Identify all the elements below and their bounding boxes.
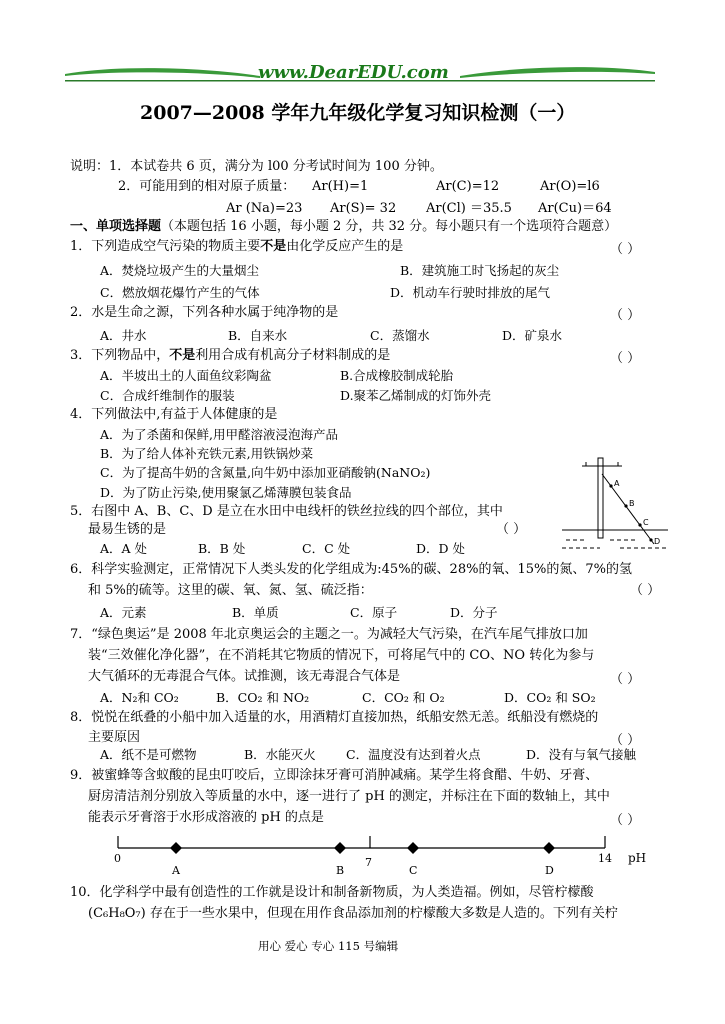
- q2-option-a[interactable]: A．井水: [100, 328, 147, 343]
- mass-na: Ar (Na)=23: [226, 201, 303, 216]
- q4-stem: 4．下列做法中,有益于人体健康的是: [70, 407, 278, 422]
- ph-label-a: A: [172, 864, 180, 877]
- q3-option-c[interactable]: C．合成纤维制作的服装: [100, 388, 235, 403]
- q6-stem-1: 6．科学实验测定，正常情况下人类头发的化学组成为:45%的碳、28%的氧、15%的氮、7%的氢: [70, 562, 632, 577]
- fig-label-a: A: [614, 479, 620, 488]
- ph-label-b: B: [336, 864, 345, 877]
- q5-option-c[interactable]: C．C 处: [302, 541, 351, 556]
- q6-option-b[interactable]: B．单质: [232, 605, 279, 620]
- mass-o: Ar(O)=l6: [540, 179, 600, 194]
- q8-stem-2: 主要原因: [88, 730, 141, 745]
- q8-option-b[interactable]: B．水能灭火: [244, 747, 316, 762]
- page-title: 2007—2008 学年九年级化学复习知识检测（一）: [140, 102, 576, 124]
- mass-h: Ar(H)=1: [312, 179, 369, 194]
- q7-stem-1: 7．“绿色奥运”是 2008 年北京奥运会的主题之一。为减轻大气污染，在汽车尾气排放口加: [70, 627, 588, 642]
- q8-option-d[interactable]: D．没有与氧气接触: [526, 747, 637, 762]
- fig-label-d: D: [654, 537, 661, 546]
- q5-stem-1: 5．右图中 A、B、C、D 是立在水田中电线杆的铁丝拉线的四个部位，其中: [70, 504, 503, 519]
- note-line-2: 2．可能用到的相对原子质量：: [118, 179, 296, 194]
- q3-stem: 3．下列物品中，不是利用合成有机高分子材料制成的是: [70, 348, 391, 363]
- q3-option-a[interactable]: A．半坡出土的人面鱼纹彩陶盆: [100, 368, 272, 383]
- q1-option-c[interactable]: C．燃放烟花爆竹产生的气体: [100, 285, 260, 300]
- ph-label-d: D: [545, 864, 554, 877]
- q2-stem: 2．水是生命之源，下列各种水属于纯净物的是: [70, 305, 339, 320]
- q6-option-d[interactable]: D．分子: [450, 605, 498, 620]
- mass-cu: Ar(Cu)＝64: [538, 201, 612, 216]
- q1-stem: 1．下列造成空气污染的物质主要不是由化学反应产生的是: [70, 239, 404, 254]
- q5-option-b[interactable]: B．B 处: [198, 541, 246, 556]
- q3-answer-blank[interactable]: （ ）: [610, 351, 641, 366]
- q5-figure: [560, 452, 670, 558]
- q1-answer-blank[interactable]: （ ）: [610, 242, 641, 257]
- q3-option-b[interactable]: B.合成橡胶制成轮胎: [340, 368, 454, 383]
- q9-stem-3: 能表示牙膏溶于水形成溶液的 pH 的点是: [88, 810, 324, 825]
- q9-stem-2: 厨房清洁剂分别放入等质量的水中，逐一进行了 pH 的测定，并标注在下面的数轴上，其中: [88, 789, 610, 804]
- section-heading: [70, 218, 617, 236]
- ph-label-c: C: [409, 864, 418, 877]
- ph-axis: [100, 828, 660, 880]
- q7-option-d[interactable]: D．CO₂ 和 SO₂: [504, 690, 596, 705]
- utility-pole-diagram: [560, 452, 670, 558]
- q1-option-b[interactable]: B．建筑施工时飞扬起的灰尘: [400, 263, 560, 278]
- q5-stem-2: 最易生锈的是: [88, 522, 167, 537]
- q7-option-b[interactable]: B．CO₂ 和 NO₂: [216, 690, 310, 705]
- mass-cl: Ar(Cl) ＝35.5: [426, 201, 512, 216]
- section-title: 一、单项选择题: [70, 219, 162, 234]
- page-footer: 用心 爱心 专心 115 号编辑: [258, 939, 399, 953]
- q7-answer-blank[interactable]: （ ）: [610, 672, 641, 687]
- section-desc: （本题包括 16 小题，每小题 2 分，共 32 分。每小题只有一个选项符合题意）: [161, 219, 618, 234]
- q8-option-a[interactable]: A．纸不是可燃物: [100, 747, 197, 762]
- q6-answer-blank[interactable]: （ ）: [630, 583, 661, 598]
- q4-option-b[interactable]: B．为了给人体补充铁元素,用铁锅炒菜: [100, 446, 314, 461]
- q9-answer-blank[interactable]: （ ）: [610, 813, 641, 828]
- mass-s: Ar(S)= 32: [330, 201, 397, 216]
- q6-option-c[interactable]: C．原子: [350, 605, 398, 620]
- q6-stem-2: 和 5%的硫等。这里的碳、氧、氮、氢、硫泛指：: [88, 583, 373, 598]
- ph-point-b: [334, 842, 346, 854]
- site-logo: www.DearEDU.com: [258, 62, 449, 83]
- q7-stem-3: 大气循环的无毒混合气体。试推测，该无毒混合气体是: [88, 669, 401, 684]
- q2-answer-blank[interactable]: （ ）: [610, 308, 641, 323]
- fig-label-c: C: [643, 518, 649, 527]
- ph-tick-0: 0: [114, 852, 121, 865]
- ph-unit: pH: [628, 851, 647, 865]
- q8-answer-blank[interactable]: （ ）: [610, 733, 641, 748]
- ph-tick-14: 14: [598, 852, 612, 865]
- ph-point-a: [170, 842, 182, 854]
- q7-option-a[interactable]: A．N₂和 CO₂: [100, 690, 179, 705]
- q5-option-d[interactable]: D．D 处: [416, 541, 466, 556]
- fig-label-b: B: [629, 499, 635, 508]
- ph-tick-7: 7: [365, 856, 372, 869]
- ph-point-c: [407, 842, 419, 854]
- q1-option-d[interactable]: D．机动车行驶时排放的尾气: [390, 285, 551, 300]
- q7-option-c[interactable]: C．CO₂ 和 O₂: [362, 690, 445, 705]
- q8-stem-1: 8．悦悦在纸叠的小船中加入适量的水，用酒精灯直接加热，纸船安然无恙。纸船没有燃烧的: [70, 710, 599, 725]
- q1-option-a[interactable]: A．焚烧垃圾产生的大量烟尘: [100, 263, 260, 278]
- q2-option-c[interactable]: C．蒸馏水: [370, 328, 430, 343]
- q6-option-a[interactable]: A．元素: [100, 605, 147, 620]
- mass-c: Ar(C)=12: [436, 179, 500, 194]
- q8-option-c[interactable]: C．温度没有达到着火点: [346, 747, 481, 762]
- q4-option-c[interactable]: C．为了提高牛奶的含氮量,向牛奶中添加亚硝酸钠(NaNO₂): [100, 465, 431, 480]
- q2-option-b[interactable]: B．自来水: [228, 328, 288, 343]
- q9-stem-1: 9．被蜜蜂等含蚁酸的昆虫叮咬后，立即涂抹牙膏可消肿减痛。某学生将食醋、牛奶、牙膏、: [70, 768, 599, 783]
- note-line-1: 说明：1．本试卷共 6 页，满分为 l00 分考试时间为 100 分钟。: [70, 159, 443, 174]
- q3-option-d[interactable]: D.聚苯乙烯制成的灯饰外壳: [340, 388, 492, 403]
- q7-stem-2: 装“三效催化净化器”，在不消耗其它物质的情况下，可将尾气中的 CO、NO 转化为参与: [88, 648, 595, 663]
- q10-stem-1: 10．化学科学中最有创造性的工作就是设计和制备新物质，为人类造福。例如，尽管柠檬酸: [70, 885, 594, 900]
- q5-option-a[interactable]: A．A 处: [100, 541, 148, 556]
- q2-option-d[interactable]: D．矿泉水: [502, 328, 563, 343]
- q4-option-d[interactable]: D．为了防止污染,使用聚氯乙烯薄膜包装食品: [100, 485, 352, 500]
- q10-stem-2: (C₆H₈O₇) 存在于一些水果中，但现在用作食品添加剂的柠檬酸大多数是人造的。下列有关柠: [88, 906, 618, 921]
- ph-point-d: [543, 842, 555, 854]
- q5-answer-blank[interactable]: （ ）: [496, 522, 527, 537]
- ph-number-line: [100, 828, 660, 880]
- q4-option-a[interactable]: A．为了杀菌和保鲜,用甲醛溶液浸泡海产品: [100, 427, 339, 442]
